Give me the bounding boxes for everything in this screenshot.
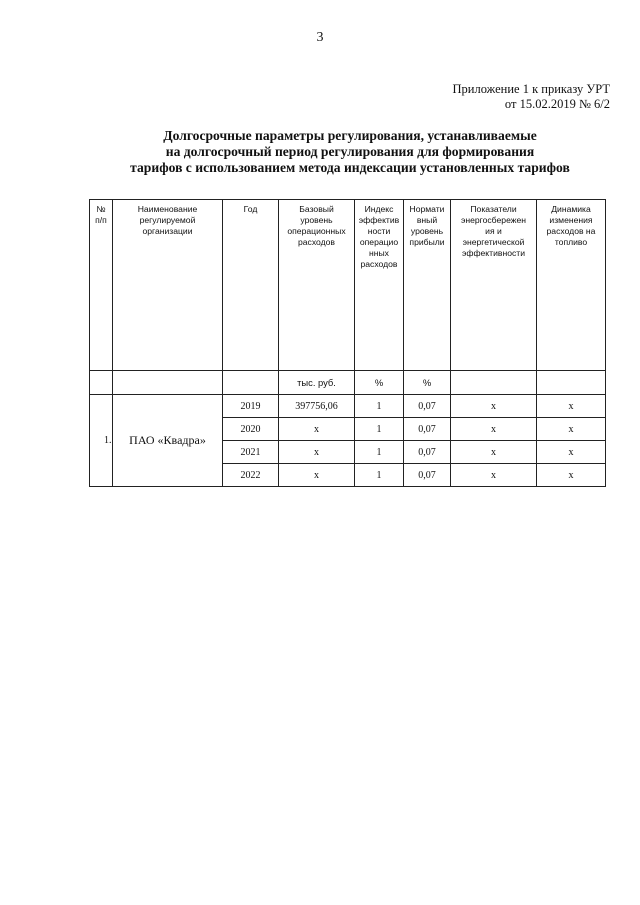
cell-energy: x [451,395,537,418]
header-line: Год [243,204,258,214]
cell-energy: x [451,441,537,464]
cell-fuel: x [537,418,606,441]
unit-empty [113,371,223,395]
cell-fuel: x [537,464,606,487]
unit-efficiency: % [355,371,404,395]
cell-efficiency: 1 [355,441,404,464]
header-line: уровень [300,215,333,225]
header-line: операцио [359,237,399,247]
header-line: Базовый [299,204,334,214]
header-line: прибыли [409,237,445,247]
title-line-2: на долгосрочный период регулирования для формирования [165,144,535,159]
header-line: п/п [95,215,107,225]
header-profit [404,200,451,371]
header-line: организации [142,226,193,236]
header-line: ия и [485,226,502,236]
row-index: 1. [90,395,113,487]
header-line: эффектив [358,215,400,225]
unit-empty [223,371,279,395]
parameters-table [89,199,606,487]
cell-profit: 0,07 [404,418,451,441]
header-line: Индекс [364,204,394,214]
header-line: Динамика [551,204,591,214]
unit-empty [90,371,113,395]
cell-efficiency: 1 [355,464,404,487]
cell-year: 2019 [223,395,279,418]
table-units-row [90,371,606,395]
document-title [60,128,640,176]
header-line: расходов [297,237,335,247]
header-line: № [96,204,106,214]
header-line: ности [367,226,391,236]
table-row [90,395,606,418]
cell-profit: 0,07 [404,395,451,418]
cell-year: 2021 [223,441,279,464]
appendix-line-2: от 15.02.2019 № 6/2 [504,97,610,111]
unit-base: тыс. руб. [279,371,355,395]
header-fuel [537,200,606,371]
header-line: Показатели [470,204,517,214]
cell-base: 397756,06 [279,395,355,418]
header-line: регулируемой [139,215,196,225]
cell-base: x [279,418,355,441]
header-line: энергосбережен [460,215,527,225]
header-org [113,200,223,371]
cell-fuel: x [537,441,606,464]
cell-base: x [279,464,355,487]
unit-empty [537,371,606,395]
cell-base: x [279,441,355,464]
cell-efficiency: 1 [355,418,404,441]
header-line: уровень [410,226,444,236]
title-line-1: Долгосрочные параметры регулирования, устанавливаемые [163,128,537,143]
header-line: топливо [554,237,588,247]
header-line: операционных [287,226,346,236]
table-header-row [90,200,606,371]
cell-energy: x [451,418,537,441]
unit-profit: % [404,371,451,395]
header-year [223,200,279,371]
cell-year: 2020 [223,418,279,441]
cell-efficiency: 1 [355,395,404,418]
organization-name: ПАО «Квадра» [113,395,223,487]
header-line: Нормати [409,204,445,214]
cell-energy: x [451,464,537,487]
page-number: 3 [316,30,324,45]
header-line: эффективности [461,248,526,258]
header-line: энергетической [462,237,525,247]
unit-empty [451,371,537,395]
appendix-line-1: Приложение 1 к приказу УРТ [452,82,610,96]
cell-profit: 0,07 [404,464,451,487]
header-energy [451,200,537,371]
appendix-reference [453,82,611,112]
title-line-3: тарифов с использованием метода индексации установленных тарифов [130,160,570,175]
header-line: расходов на [546,226,596,236]
header-line: Наименование [137,204,198,214]
header-efficiency [355,200,404,371]
header-base [279,200,355,371]
cell-fuel: x [537,395,606,418]
cell-profit: 0,07 [404,441,451,464]
header-num [90,200,113,371]
header-line: вный [416,215,438,225]
header-line: изменения [549,215,593,225]
header-line: расходов [360,259,398,269]
cell-year: 2022 [223,464,279,487]
header-line: нных [369,248,389,258]
